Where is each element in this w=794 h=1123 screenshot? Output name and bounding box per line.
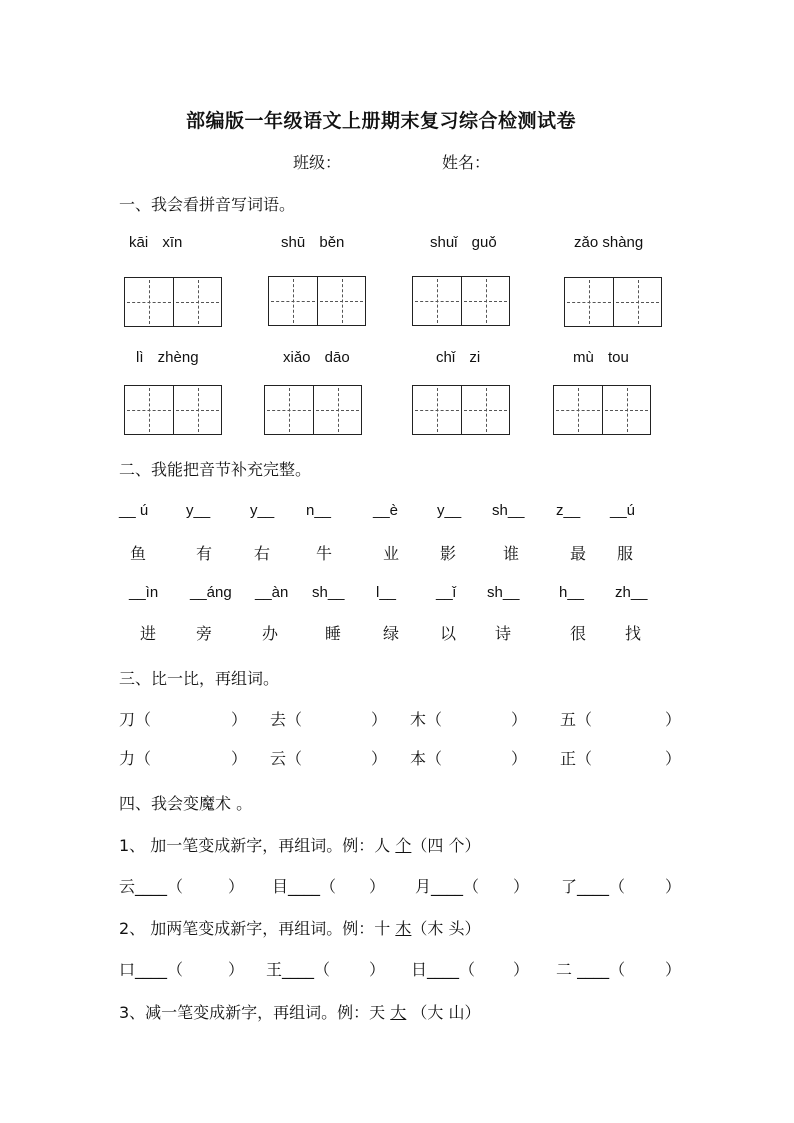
hanzi: 服	[617, 544, 634, 563]
syllable-blank[interactable]: h__	[559, 584, 585, 601]
compare-word-close: ）	[665, 749, 682, 768]
hanzi: 以	[440, 624, 457, 643]
pinyin-prompt: mù tou	[573, 349, 629, 366]
pinyin-prompt: xiǎo dāo	[283, 349, 350, 366]
tianzi-grid[interactable]	[124, 277, 222, 327]
compare-word-open[interactable]: 本（	[410, 749, 443, 768]
compare-word-close: ）	[511, 749, 528, 768]
pinyin-prompt: zǎo shàng	[574, 234, 644, 251]
section4-heading: 四、我会变魔术 。	[119, 794, 253, 813]
syllable-blank[interactable]: __ ú	[119, 502, 149, 519]
hanzi: 睡	[325, 624, 342, 643]
compare-word-close: ）	[511, 710, 528, 729]
syllable-blank[interactable]: __áng	[190, 584, 232, 601]
syllable-blank[interactable]: y__	[437, 502, 462, 519]
compare-word-open[interactable]: 力（	[119, 749, 152, 768]
compare-word-open[interactable]: 刀（	[119, 710, 152, 729]
compare-word-close: ）	[231, 710, 248, 729]
tianzi-grid[interactable]	[564, 277, 662, 327]
answer-blank[interactable]: 日____（	[411, 960, 476, 979]
answer-blank[interactable]: 月____（	[415, 877, 480, 896]
hanzi: 办	[262, 624, 279, 643]
answer-close: ）	[228, 960, 245, 979]
answer-blank[interactable]: 目____（	[272, 877, 337, 896]
hanzi: 最	[570, 544, 587, 563]
example-char: 木	[395, 919, 412, 938]
section1-heading: 一、我会看拼音写词语。	[119, 195, 296, 214]
hanzi: 谁	[503, 544, 520, 563]
syllable-blank[interactable]: y__	[186, 502, 211, 519]
compare-word-close: ）	[231, 749, 248, 768]
compare-word-open[interactable]: 去（	[270, 710, 303, 729]
answer-close: ）	[228, 877, 245, 896]
tianzi-grid[interactable]	[553, 385, 651, 435]
answer-close: ）	[369, 877, 386, 896]
question-3	[119, 1000, 480, 1023]
hanzi: 有	[196, 544, 213, 563]
compare-word-open[interactable]: 云（	[270, 749, 303, 768]
pinyin-prompt: lì zhèng	[136, 349, 199, 366]
answer-blank[interactable]: 了____（	[561, 877, 626, 896]
answer-close: ）	[665, 877, 682, 896]
example-words: （木 头）	[411, 919, 481, 938]
compare-word-open[interactable]: 五（	[560, 710, 593, 729]
example-words: （四 个）	[411, 836, 481, 855]
hanzi: 很	[570, 624, 587, 643]
answer-close: ）	[513, 877, 530, 896]
class-label: 班级：	[293, 153, 342, 172]
compare-word-open[interactable]: 正（	[560, 749, 593, 768]
syllable-blank[interactable]: z__	[556, 502, 581, 519]
tianzi-grid[interactable]	[124, 385, 222, 435]
hanzi: 业	[383, 544, 400, 563]
syllable-blank[interactable]: sh__	[312, 584, 345, 601]
question-2	[119, 916, 480, 939]
hanzi: 绿	[383, 624, 400, 643]
example-char: 大	[390, 1003, 407, 1022]
name-label: 姓名：	[442, 153, 491, 172]
hanzi: 牛	[316, 544, 333, 563]
answer-close: ）	[369, 960, 386, 979]
hanzi: 鱼	[130, 544, 147, 563]
question-1	[119, 833, 480, 856]
syllable-blank[interactable]: __è	[373, 502, 399, 519]
syllable-blank[interactable]: y__	[250, 502, 275, 519]
pinyin-prompt: shū běn	[281, 234, 345, 251]
syllable-blank[interactable]: l__	[376, 584, 397, 601]
answer-close: ）	[513, 960, 530, 979]
tianzi-grid[interactable]	[412, 385, 510, 435]
syllable-blank[interactable]: n__	[306, 502, 332, 519]
question-1-prompt: 1、 加一笔变成新字，再组词。例：人	[119, 836, 396, 855]
syllable-blank[interactable]: zh__	[615, 584, 648, 601]
compare-word-close: ）	[665, 710, 682, 729]
tianzi-grid[interactable]	[268, 276, 366, 326]
syllable-blank[interactable]: __àn	[255, 584, 289, 601]
tianzi-grid[interactable]	[412, 276, 510, 326]
syllable-blank[interactable]: sh__	[487, 584, 520, 601]
syllable-blank[interactable]: __ìn	[129, 584, 159, 601]
answer-blank[interactable]: 口____（	[119, 960, 184, 979]
syllable-blank[interactable]: sh__	[492, 502, 525, 519]
hanzi: 右	[254, 544, 271, 563]
pinyin-prompt: shuǐ guǒ	[430, 234, 497, 251]
syllable-blank[interactable]: __ú	[610, 502, 636, 519]
answer-blank[interactable]: 王____（	[266, 960, 331, 979]
example-words: （大 山）	[406, 1003, 481, 1022]
compare-word-close: ）	[371, 710, 388, 729]
syllable-blank[interactable]: __ǐ	[436, 584, 457, 601]
section2-heading: 二、我能把音节补充完整。	[119, 460, 312, 479]
compare-word-close: ）	[371, 749, 388, 768]
compare-word-open[interactable]: 木（	[410, 710, 443, 729]
section3-heading: 三、比一比，再组词。	[119, 669, 280, 688]
hanzi: 旁	[196, 624, 213, 643]
answer-blank[interactable]: 二 ____（	[556, 960, 626, 979]
tianzi-grid[interactable]	[264, 385, 362, 435]
pinyin-prompt: kāi xīn	[129, 234, 183, 251]
pinyin-prompt: chǐ zi	[436, 349, 481, 366]
answer-blank[interactable]: 云____（	[119, 877, 184, 896]
question-3-prompt: 3、减一笔变成新字，再组词。例：天	[119, 1003, 391, 1022]
hanzi: 进	[140, 624, 157, 643]
hanzi: 找	[625, 624, 642, 643]
question-2-prompt: 2、 加两笔变成新字，再组词。例：十	[119, 919, 396, 938]
example-char: 个	[395, 836, 412, 855]
hanzi: 影	[440, 544, 457, 563]
answer-close: ）	[665, 960, 682, 979]
page-title: 部编版一年级语文上册期末复习综合检测试卷	[186, 110, 577, 132]
hanzi: 诗	[495, 624, 512, 643]
